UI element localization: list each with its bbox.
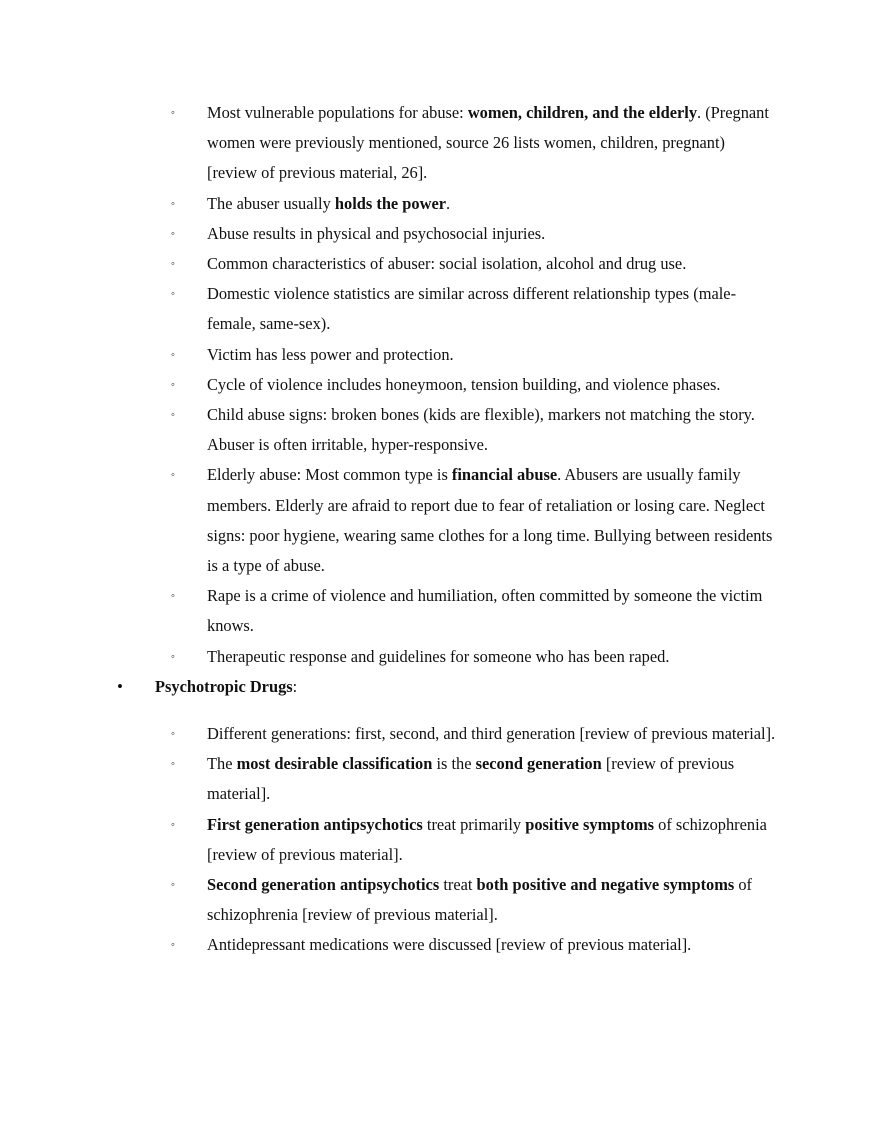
bold-text: positive symptoms bbox=[525, 814, 655, 834]
text: Abuse results in physical and psychosocial injuries. bbox=[207, 223, 546, 243]
document-page bbox=[0, 98, 880, 961]
hollow-bullet-icon: ◦ bbox=[171, 758, 175, 771]
text: treat bbox=[439, 875, 477, 895]
list-item bbox=[0, 719, 777, 749]
bullet-icon: • bbox=[117, 676, 123, 696]
bold-text: Psychotropic Drugs bbox=[155, 676, 293, 696]
list-item bbox=[0, 642, 777, 672]
list-item bbox=[0, 460, 777, 581]
text: Most vulnerable populations for abuse: bbox=[207, 103, 468, 122]
list-item-heading bbox=[0, 672, 775, 702]
hollow-bullet-icon: ◦ bbox=[171, 288, 175, 301]
list-item bbox=[0, 581, 777, 641]
bold-text: First generation antipsychotics bbox=[207, 814, 423, 834]
text: Domestic violence statistics are similar across different relationship types (male-female, same-sex). bbox=[207, 284, 737, 334]
hollow-bullet-icon: ◦ bbox=[171, 879, 175, 892]
list-item bbox=[0, 219, 777, 249]
text: Antidepressant medications were discussed [review of previous material]. bbox=[207, 935, 692, 955]
text: is the bbox=[432, 754, 476, 774]
list-item bbox=[0, 189, 777, 219]
list-item bbox=[0, 810, 777, 870]
text: Child abuse signs: broken bones (kids are flexible), markers not matching the story. Abuser is often irritable, hyper-responsive. bbox=[207, 405, 755, 455]
text: The bbox=[207, 754, 237, 774]
text: Common characteristics of abuser: social isolation, alcohol and drug use. bbox=[207, 254, 687, 274]
list-item bbox=[0, 749, 777, 809]
text: treat primarily bbox=[422, 814, 526, 834]
list-item bbox=[0, 249, 777, 279]
hollow-bullet-icon: ◦ bbox=[171, 258, 175, 271]
text: . bbox=[446, 193, 451, 213]
text: of schizophrenia [review of previous material]. bbox=[207, 814, 767, 864]
text: . Abusers are usually family members. Elderly are afraid to report due to fear of retaliation or losing care. Neglect signs: poor hygiene, wearing same clothes for a long time. Bullying between residents is a type of abuse. bbox=[207, 465, 773, 576]
hollow-bullet-icon: ◦ bbox=[171, 348, 175, 361]
bold-text: second generation bbox=[475, 754, 602, 774]
bold-text: both positive and negative symptoms bbox=[476, 875, 735, 895]
list-item bbox=[0, 870, 777, 930]
list-item bbox=[0, 400, 777, 460]
list-item bbox=[0, 340, 777, 370]
bold-text: Second generation antipsychotics bbox=[207, 875, 440, 895]
text: : bbox=[292, 676, 298, 696]
text: [review of previous material]. bbox=[207, 754, 735, 804]
text: Elderly abuse: Most common type is bbox=[207, 465, 452, 485]
text: Therapeutic response and guidelines for someone who has been raped. bbox=[207, 646, 670, 666]
text: Victim has less power and protection. bbox=[207, 344, 454, 364]
bold-text: women, children, and the elderly bbox=[467, 103, 698, 122]
hollow-bullet-icon: ◦ bbox=[171, 818, 175, 831]
hollow-bullet-icon: ◦ bbox=[171, 650, 175, 663]
list-item bbox=[0, 98, 777, 189]
text: . (Pregnant women were previously mentioned, source 26 lists women, children, pregnant) [review of previous material, 26]. bbox=[207, 103, 769, 183]
hollow-bullet-icon: ◦ bbox=[171, 378, 175, 391]
text: Cycle of violence includes honeymoon, tension building, and violence phases. bbox=[207, 374, 721, 394]
list-item bbox=[0, 370, 777, 400]
text: of schizophrenia [review of previous material]. bbox=[207, 875, 753, 925]
text: Different generations: first, second, and third generation [review of previous material]. bbox=[207, 724, 776, 744]
hollow-bullet-icon: ◦ bbox=[171, 469, 175, 482]
hollow-bullet-icon: ◦ bbox=[171, 107, 175, 119]
list-item bbox=[0, 279, 777, 339]
hollow-bullet-icon: ◦ bbox=[171, 590, 175, 603]
hollow-bullet-icon: ◦ bbox=[171, 197, 175, 210]
list-item bbox=[0, 930, 777, 960]
bold-text: most desirable classification bbox=[236, 754, 433, 774]
hollow-bullet-icon: ◦ bbox=[171, 409, 175, 422]
bold-text: financial abuse bbox=[451, 465, 558, 485]
hollow-bullet-icon: ◦ bbox=[171, 939, 175, 952]
hollow-bullet-icon: ◦ bbox=[171, 227, 175, 240]
text: Rape is a crime of violence and humiliation, often committed by someone the victim knows. bbox=[207, 586, 763, 636]
bold-text: holds the power bbox=[334, 193, 447, 213]
hollow-bullet-icon: ◦ bbox=[171, 728, 175, 741]
text: The abuser usually bbox=[207, 193, 335, 213]
